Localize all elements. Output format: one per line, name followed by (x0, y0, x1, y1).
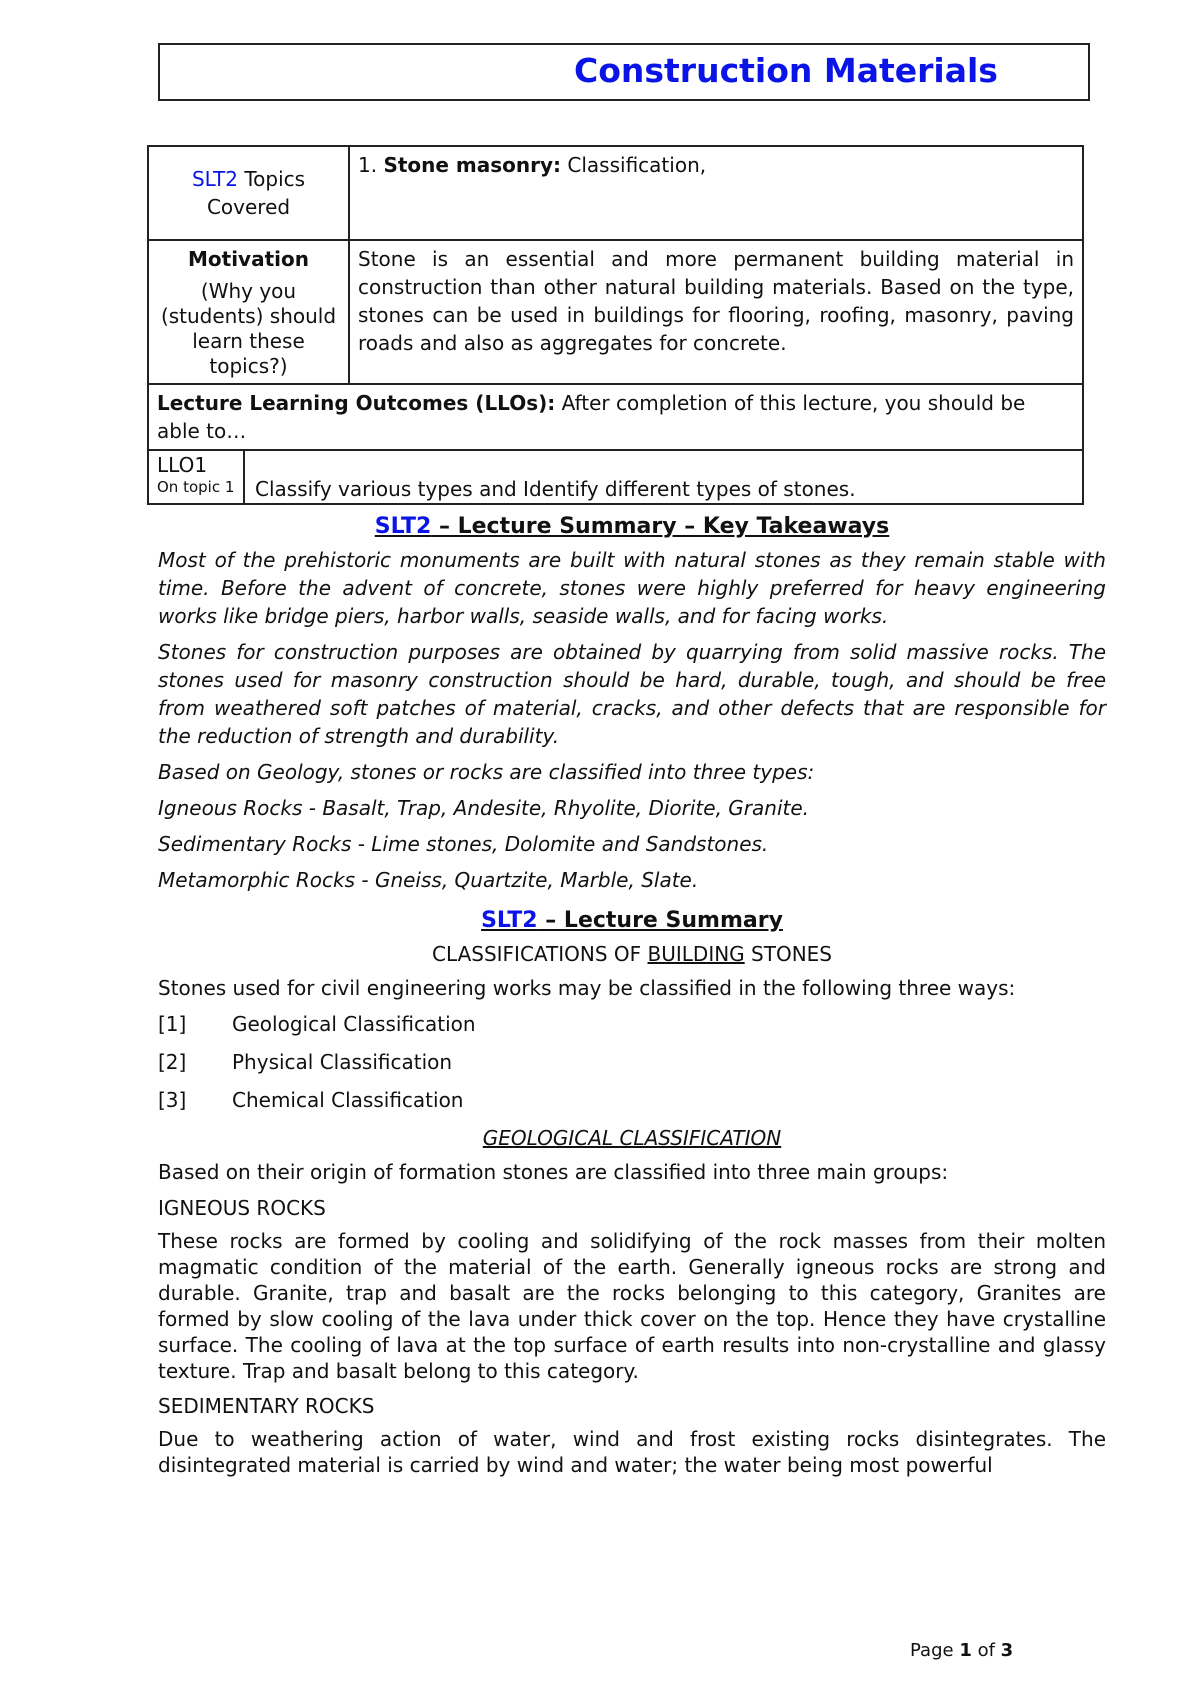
subheading-part: BUILDING (647, 942, 745, 966)
topics-label-cell (148, 146, 349, 240)
list-label: Physical Classification (232, 1050, 453, 1074)
intro-paragraph: Stones used for civil engineering works may be classified in the following three ways: (158, 976, 1016, 1000)
sedimentary-text: Due to weathering action of water, wind and frost existing rocks disintegrates. The disintegrated material is carried by wind and water; the water being most powerful (158, 1427, 1106, 1477)
llo-heading-cell (148, 384, 1083, 450)
list-label: Chemical Classification (232, 1088, 464, 1112)
geo-intro: Based on their origin of formation stones are classified into three main groups: (158, 1160, 949, 1184)
topics-label: Topics Covered (206, 167, 306, 219)
list-item (158, 1010, 1106, 1038)
takeaway-paragraph: Igneous Rocks - Basalt, Trap, Andesite, Rhyolite, Diorite, Granite. (158, 796, 810, 820)
list-label: Geological Classification (232, 1012, 476, 1036)
takeaway-paragraph: Sedimentary Rocks - Lime stones, Dolomite and Sandstones. (158, 832, 769, 856)
page-number (910, 1640, 1013, 1661)
llo1-text: Classify various types and Identify different types of stones. (255, 477, 856, 501)
page-of: of (971, 1640, 1001, 1661)
classifications-subheading (158, 940, 1106, 968)
llo-heading-rest: After completion of this lecture, you should be able to… (157, 391, 1026, 443)
title-box (158, 43, 1090, 101)
motivation-label-cell (148, 240, 349, 384)
page-current: 1 (959, 1640, 972, 1661)
key-takeaways-heading (158, 512, 1106, 542)
sedimentary-heading: SEDIMENTARY ROCKS (158, 1394, 375, 1418)
takeaway-paragraph: Stones for construction purposes are obtained by quarrying from solid massive rocks. The stones used for masonry construction should be hard, durable, tough, and should be free from weathered soft patches of material, cracks, and other defects that are responsible for the reduction of strength and durability. (158, 640, 1106, 748)
summary-heading (158, 906, 1106, 936)
geological-heading: GEOLOGICAL CLASSIFICATION (482, 1126, 782, 1150)
topic-number: 1. (358, 153, 384, 177)
list-item (158, 1086, 1106, 1114)
takeaway-paragraph: Metamorphic Rocks - Gneiss, Quartzite, Marble, Slate. (158, 868, 699, 892)
list-item (158, 1048, 1106, 1076)
list-number: [1] (158, 1012, 187, 1036)
list-number: [3] (158, 1088, 187, 1112)
motivation-text: Stone is an essential and more permanent building material in construction than other natural building materials. Based on the type, stones can be used in buildings for flooring, roofing, masonry, paving roads and also as aggregates for concrete. (349, 240, 1083, 384)
document-body (158, 512, 1106, 1486)
motivation-sub: (Why you (students) should learn these topics?) (160, 279, 337, 378)
slt-link[interactable]: SLT2 (481, 908, 538, 933)
document-title: Construction Materials (574, 51, 998, 90)
llo1-label: LLO1 (157, 453, 208, 477)
page-total: 3 (1000, 1640, 1014, 1661)
llo1-sub: On topic 1 (157, 478, 235, 496)
igneous-text: These rocks are formed by cooling and solidifying of the rock masses from their molten magmatic condition of the material of the earth. Generally igneous rocks are strong and durable. Granite, trap and basalt are the rocks belonging to this category, Granites are formed by slow cooling of the lava under thick cover on the top. Hence they have crystalline surface. The cooling of lava at the top surface of earth results into non-crystalline and glassy texture. Trap and basalt belong to this category. (158, 1229, 1106, 1383)
heading-text: – Lecture Summary (537, 908, 783, 933)
llo1-label-cell (149, 451, 245, 503)
llo-heading: Lecture Learning Outcomes (LLOs): (157, 391, 556, 415)
heading-text: – Lecture Summary – Key Takeaways (431, 514, 890, 539)
takeaway-paragraph: Most of the prehistoric monuments are built with natural stones as they remain stable with time. Before the advent of concrete, stones were highly preferred for heavy engineering works like bridge piers, harbor walls, seaside walls, and for facing works. (158, 548, 1106, 628)
llo1-row (148, 450, 1083, 504)
motivation-label: Motivation (188, 247, 309, 271)
list-number: [2] (158, 1050, 187, 1074)
slt-code: SLT2 (191, 167, 238, 191)
topics-cell (349, 146, 1083, 240)
takeaway-paragraph: Based on Geology, stones or rocks are classified into three types: (158, 760, 815, 784)
igneous-heading: IGNEOUS ROCKS (158, 1196, 326, 1220)
page-prefix: Page (910, 1640, 960, 1661)
subheading-part: STONES (744, 942, 832, 966)
slt-link[interactable]: SLT2 (374, 514, 432, 539)
topic-title: Stone masonry: (383, 153, 562, 177)
subheading-part: CLASSIFICATIONS OF (432, 942, 648, 966)
topic-detail: Classification, (561, 153, 707, 177)
topics-table (147, 145, 1084, 505)
